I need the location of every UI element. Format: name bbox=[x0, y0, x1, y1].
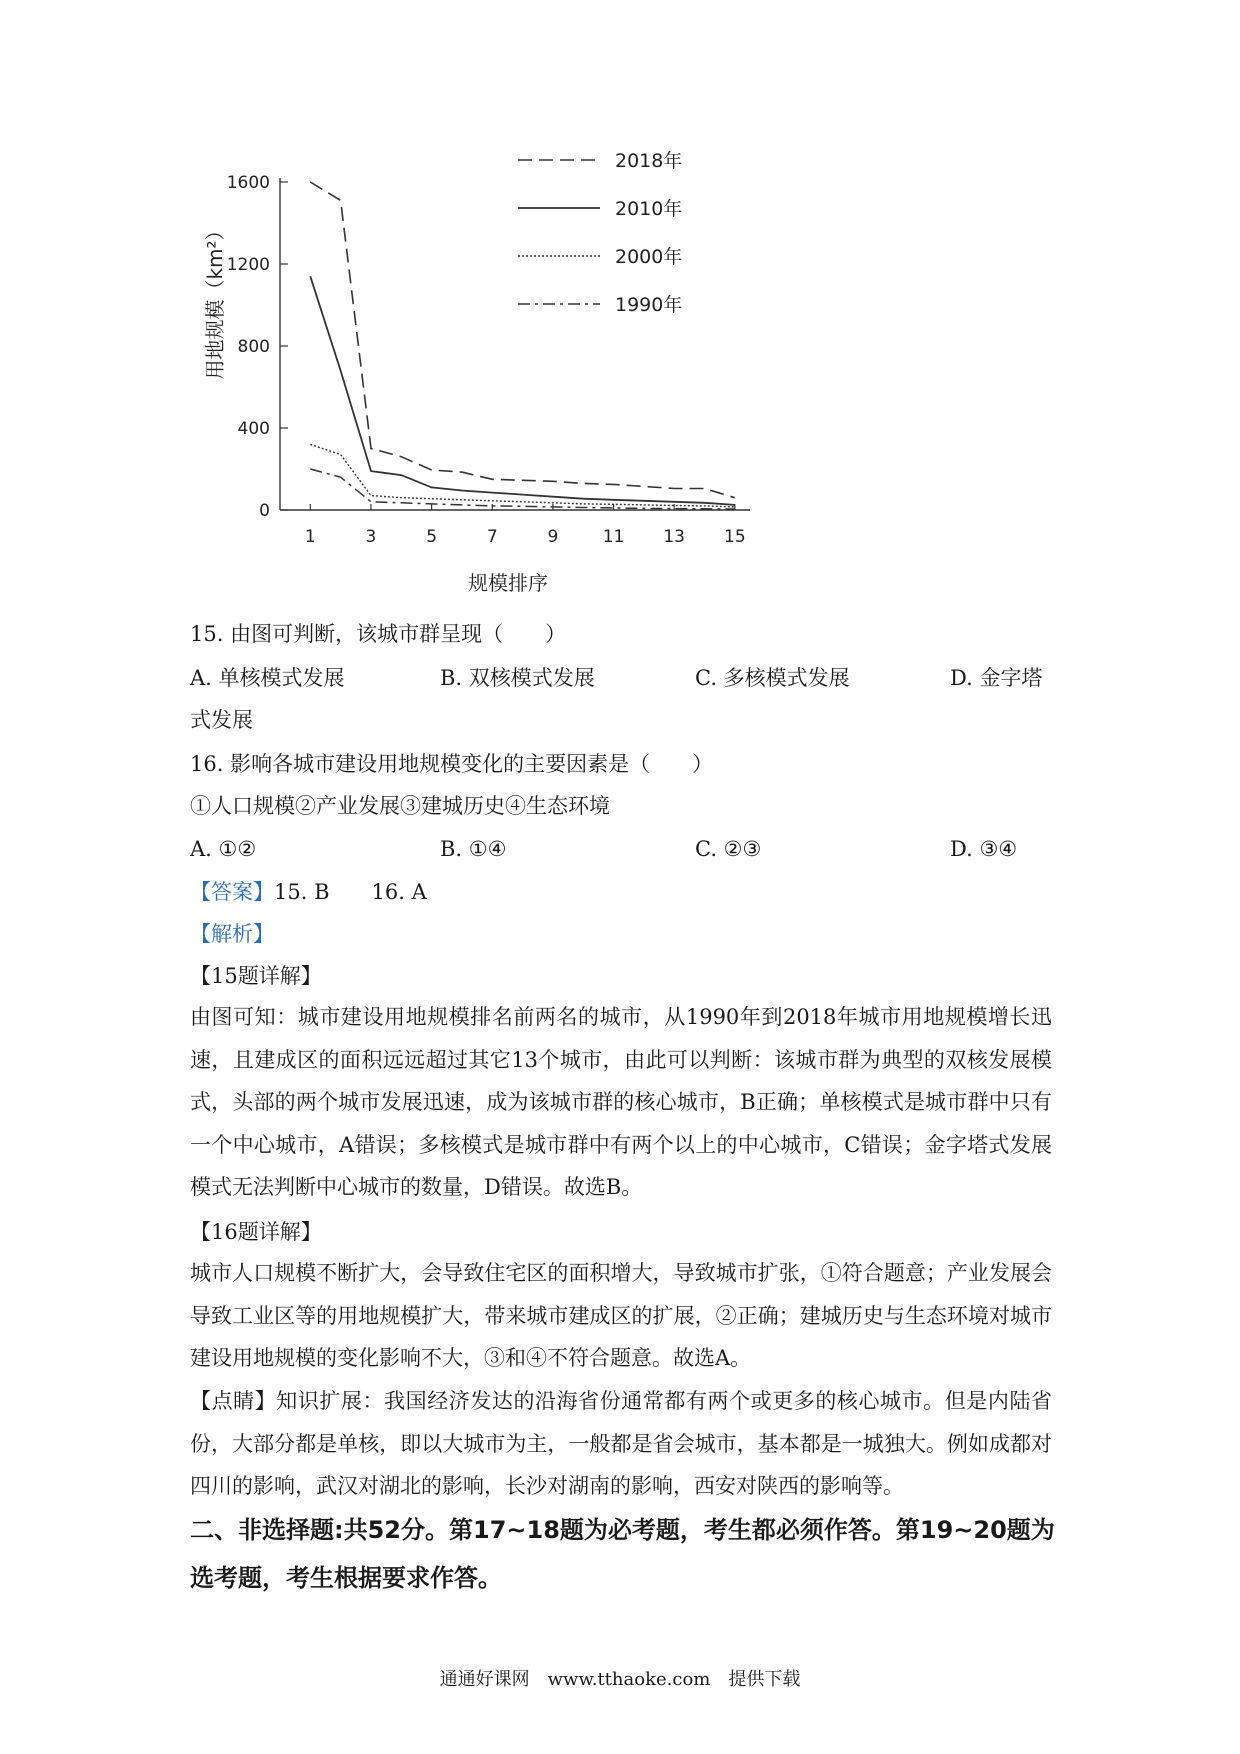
legend-label-2018年: 2018年 bbox=[615, 150, 683, 172]
q15-option-a: A. 单核模式发展 bbox=[190, 666, 345, 690]
q16-option-a: A. ①② bbox=[190, 837, 257, 861]
q15-option-c: C. 多核模式发展 bbox=[695, 666, 850, 690]
detail15-text: 由图可知：城市建设用地规模排名前两名的城市，从1990年到2018年城市用地规模增长迅速，且建成区的面积远远超过其它13个城市，由此可以判断：该城市群为典型的双核发展模式，头部的两个城市发展迅速，成为该城市群的核心城市，B正确；单核模式是城市群中只有一个中心城市，A错误；多核模式是城市群中有两个以上的中心城市，C错误；金字塔式发展模式无法判断中心城市的数量，D错误。故选B。 bbox=[190, 1005, 1052, 1199]
chart-axes bbox=[280, 178, 750, 510]
x-tick-label-9: 9 bbox=[547, 527, 559, 547]
series-line-2018年 bbox=[310, 182, 735, 498]
x-tick-label-15: 15 bbox=[724, 527, 746, 547]
x-tick-label-13: 13 bbox=[663, 527, 686, 547]
analysis-tag bbox=[190, 920, 274, 948]
q15-option-b: B. 双核模式发展 bbox=[440, 666, 595, 690]
q16-option-b: B. ①④ bbox=[440, 837, 507, 861]
analysis-tag-text: 【解析】 bbox=[190, 922, 274, 946]
x-tick-label-3: 3 bbox=[365, 527, 377, 547]
chart-series bbox=[310, 182, 735, 509]
land-scale-line-chart bbox=[170, 130, 850, 610]
y-tick-label-1600: 1600 bbox=[226, 173, 270, 193]
detail15-tag: 【15题详解】 bbox=[190, 964, 322, 988]
y-tick-label-400: 400 bbox=[237, 419, 270, 439]
x-tick-label-7: 7 bbox=[486, 527, 498, 547]
tip-paragraph bbox=[190, 1380, 1052, 1508]
chart-legend bbox=[518, 150, 682, 316]
tip-text: 知识扩展：我国经济发达的沿海省份通常都有两个或更多的核心城市。但是内陆省份，大部分都是单核，即以大城市为主，一般都是省会城市，基本都是一城独大。例如成都对四川的影响，武汉对湖北的影响，长沙对湖南的影响，西安对陕西的影响等。 bbox=[190, 1389, 1053, 1498]
q15-option-d-continued: 式发展 bbox=[190, 708, 253, 732]
x-tick-label-1: 1 bbox=[304, 527, 316, 547]
detail16-text: 城市人口规模不断扩大，会导致住宅区的面积增大，导致城市扩张，①符合题意；产业发展会导致工业区等的用地规模扩大，带来城市建成区的扩展，②正确；建城历史与生态环境对城市建设用地规模的变化影响不大，③和④不符合题意。故选A。 bbox=[190, 1261, 1052, 1370]
series-line-2000年 bbox=[310, 444, 735, 507]
answer-text: 15. B 16. A bbox=[274, 880, 427, 904]
legend-label-2010年: 2010年 bbox=[615, 198, 683, 220]
q15-stem: 15. 由图可判断，该城市群呈现（ ） bbox=[190, 622, 567, 646]
q15-option-d: D. 金字塔 bbox=[950, 666, 1043, 690]
section-two-heading: 二、非选择题:共52分。第17~18题为必考题，考生都必须作答。第19~20题为选考题，考生根据要求作答。 bbox=[190, 1516, 1055, 1592]
q16-option-d: D. ③④ bbox=[950, 837, 1018, 861]
legend-label-2000年: 2000年 bbox=[615, 246, 683, 268]
answer-line bbox=[190, 878, 427, 906]
legend-label-1990年: 1990年 bbox=[615, 294, 683, 316]
x-tick-label-5: 5 bbox=[426, 527, 438, 547]
footer-note: 通通好课网 www.tthaoke.com 提供下载 bbox=[439, 1669, 801, 1690]
y-tick-label-1200: 1200 bbox=[226, 255, 270, 275]
y-ticks bbox=[227, 173, 288, 521]
y-tick-label-800: 800 bbox=[237, 337, 270, 357]
tip-tag: 【点睛】 bbox=[190, 1389, 277, 1413]
y-axis-label: 用地规模（km²） bbox=[203, 220, 227, 380]
x-tick-label-11: 11 bbox=[602, 527, 625, 547]
detail16-tag: 【16题详解】 bbox=[190, 1220, 322, 1244]
q16-option-c: C. ②③ bbox=[695, 837, 762, 861]
answer-tag: 【答案】 bbox=[190, 880, 274, 904]
y-tick-label-0: 0 bbox=[259, 501, 270, 521]
q16-items: ①人口规模②产业发展③建城历史④生态环境 bbox=[190, 794, 610, 818]
x-axis-label: 规模排序 bbox=[468, 571, 548, 595]
q16-stem: 16. 影响各城市建设用地规模变化的主要因素是（ ） bbox=[190, 752, 714, 776]
